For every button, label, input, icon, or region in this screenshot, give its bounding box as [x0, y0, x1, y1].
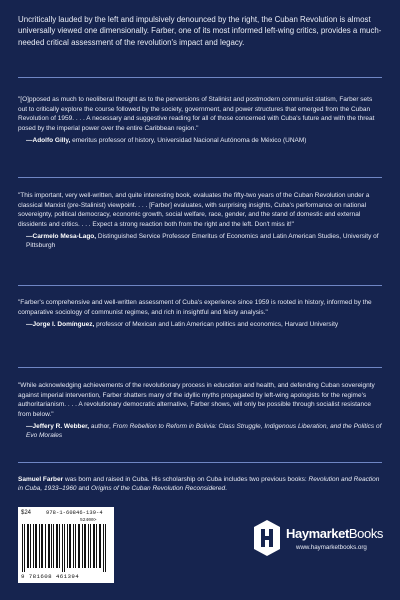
barcode-bars-icon	[22, 524, 110, 572]
barcode	[18, 507, 114, 583]
quote-author-title: author,	[89, 423, 113, 430]
quote-attribution	[18, 422, 382, 440]
divider	[18, 285, 382, 286]
previous-book-title: Origins of the Cuban Revolution Reconsidered	[91, 485, 226, 493]
price-code: 52400>	[80, 518, 97, 523]
publisher-url: www.haymarketbooks.org	[296, 544, 367, 551]
quote-text: "Farber's comprehensive and well-written assessment of Cuba's experience since 1959 is rooted in history, informed by the comparative sociology of communist regimes, and rich in insightful and feisty analysis."	[18, 299, 372, 316]
author-name: Samuel Farber	[18, 476, 64, 483]
previous-book-title: Revolution and Reaction in Cuba, 1933–1960	[18, 476, 380, 493]
quote-author-title: Distinguished Service Professor Emeritus of Economics and Latin American Studies, University of Pittsburgh	[26, 233, 379, 250]
author-bio-text: .	[225, 485, 227, 493]
divider	[18, 462, 382, 463]
quote-author: —Jeffery R. Webber,	[26, 423, 90, 430]
barcode-number: 9 781608 461394	[21, 573, 80, 580]
divider	[18, 177, 382, 178]
quote-text: "This important, very well-written, and quite interesting book, evaluates the fifty-two years of the Cuban Revolution under a classical Marxist (pre-Stalinist) viewpoint. . . . [Farber] evaluates, with surprising insights, Cuba's performance on national sovereignty, political democracy, economic growth, social welfare, race, gender, and the stand of domestic and external dissidents and critics. . . . Expect a strong reaction both from the right and the left. Don't miss it!"	[18, 192, 370, 228]
quote-author: —Jorge I. Domínguez,	[26, 321, 95, 328]
publisher-name	[286, 526, 383, 541]
quote-attribution	[18, 136, 382, 145]
quote-attribution	[18, 320, 382, 329]
quote-attribution	[18, 232, 382, 250]
quote-author: —Adolfo Gilly,	[26, 137, 71, 144]
quote-text: "[O]pposed as much to neoliberal thought as to the perversions of Stalinist and postmodern communist statism, Farber sets out to critically explore the course followed by the society, government, and power structures that emerged from the Cuban Revolution of 1959. . . . A necessary and suggestive reading for all of those concerned with Cuba's future and with the threat posed by the imperial power over the entire Caribbean region."	[18, 96, 375, 132]
isbn: 978-1-60846-139-4	[46, 510, 103, 516]
quote-block	[18, 298, 382, 329]
quote-author-book: From Rebellion to Reform in Bolivia: Class Struggle, Indigenous Liberation, and the Politics of Evo Morales	[26, 423, 382, 440]
quote-block	[18, 381, 382, 440]
quote-text: "While acknowledging achievements of the revolutionary process in education and health, and defending Cuban sovereignty against imperial intervention, Farber shatters many of the idyllic myths propagated by left-wing apologists for the regime's authoritarianism. . . . A revolutionary democratic alternative, Farber shows, will only be possible through socialist resistance from below."	[18, 382, 375, 418]
divider	[18, 77, 382, 78]
quote-author-title: professor of Mexican and Latin American politics and economics, Harvard University	[94, 321, 339, 328]
author-bio-text: and	[76, 485, 92, 493]
publisher-name-light: Books	[348, 526, 384, 541]
quote-block	[18, 191, 382, 250]
quote-block	[18, 95, 382, 145]
author-bio-text: was born and raised in Cuba. His scholarship on Cuba includes two previous books:	[63, 476, 309, 483]
publisher-logo	[252, 514, 388, 570]
divider	[18, 367, 382, 368]
author-bio	[18, 475, 382, 494]
quote-author: —Carmelo Mesa-Lago,	[26, 233, 97, 240]
intro-blurb: Uncritically lauded by the left and impulsively denounced by the right, the Cuban Revolution is almost universally viewed one dimensionally. Farber, one of its most informed left-wing critics, provides a much-needed critical assessment of the revolution's impact and legacy.	[18, 15, 382, 47]
quote-author-title: emeritus professor of history, Universidad Nacional Autónoma de México (UNAM)	[70, 137, 307, 144]
haymarket-logo-icon	[252, 518, 282, 558]
price: $24	[21, 510, 32, 516]
publisher-name-bold: Haymarket	[286, 526, 349, 541]
